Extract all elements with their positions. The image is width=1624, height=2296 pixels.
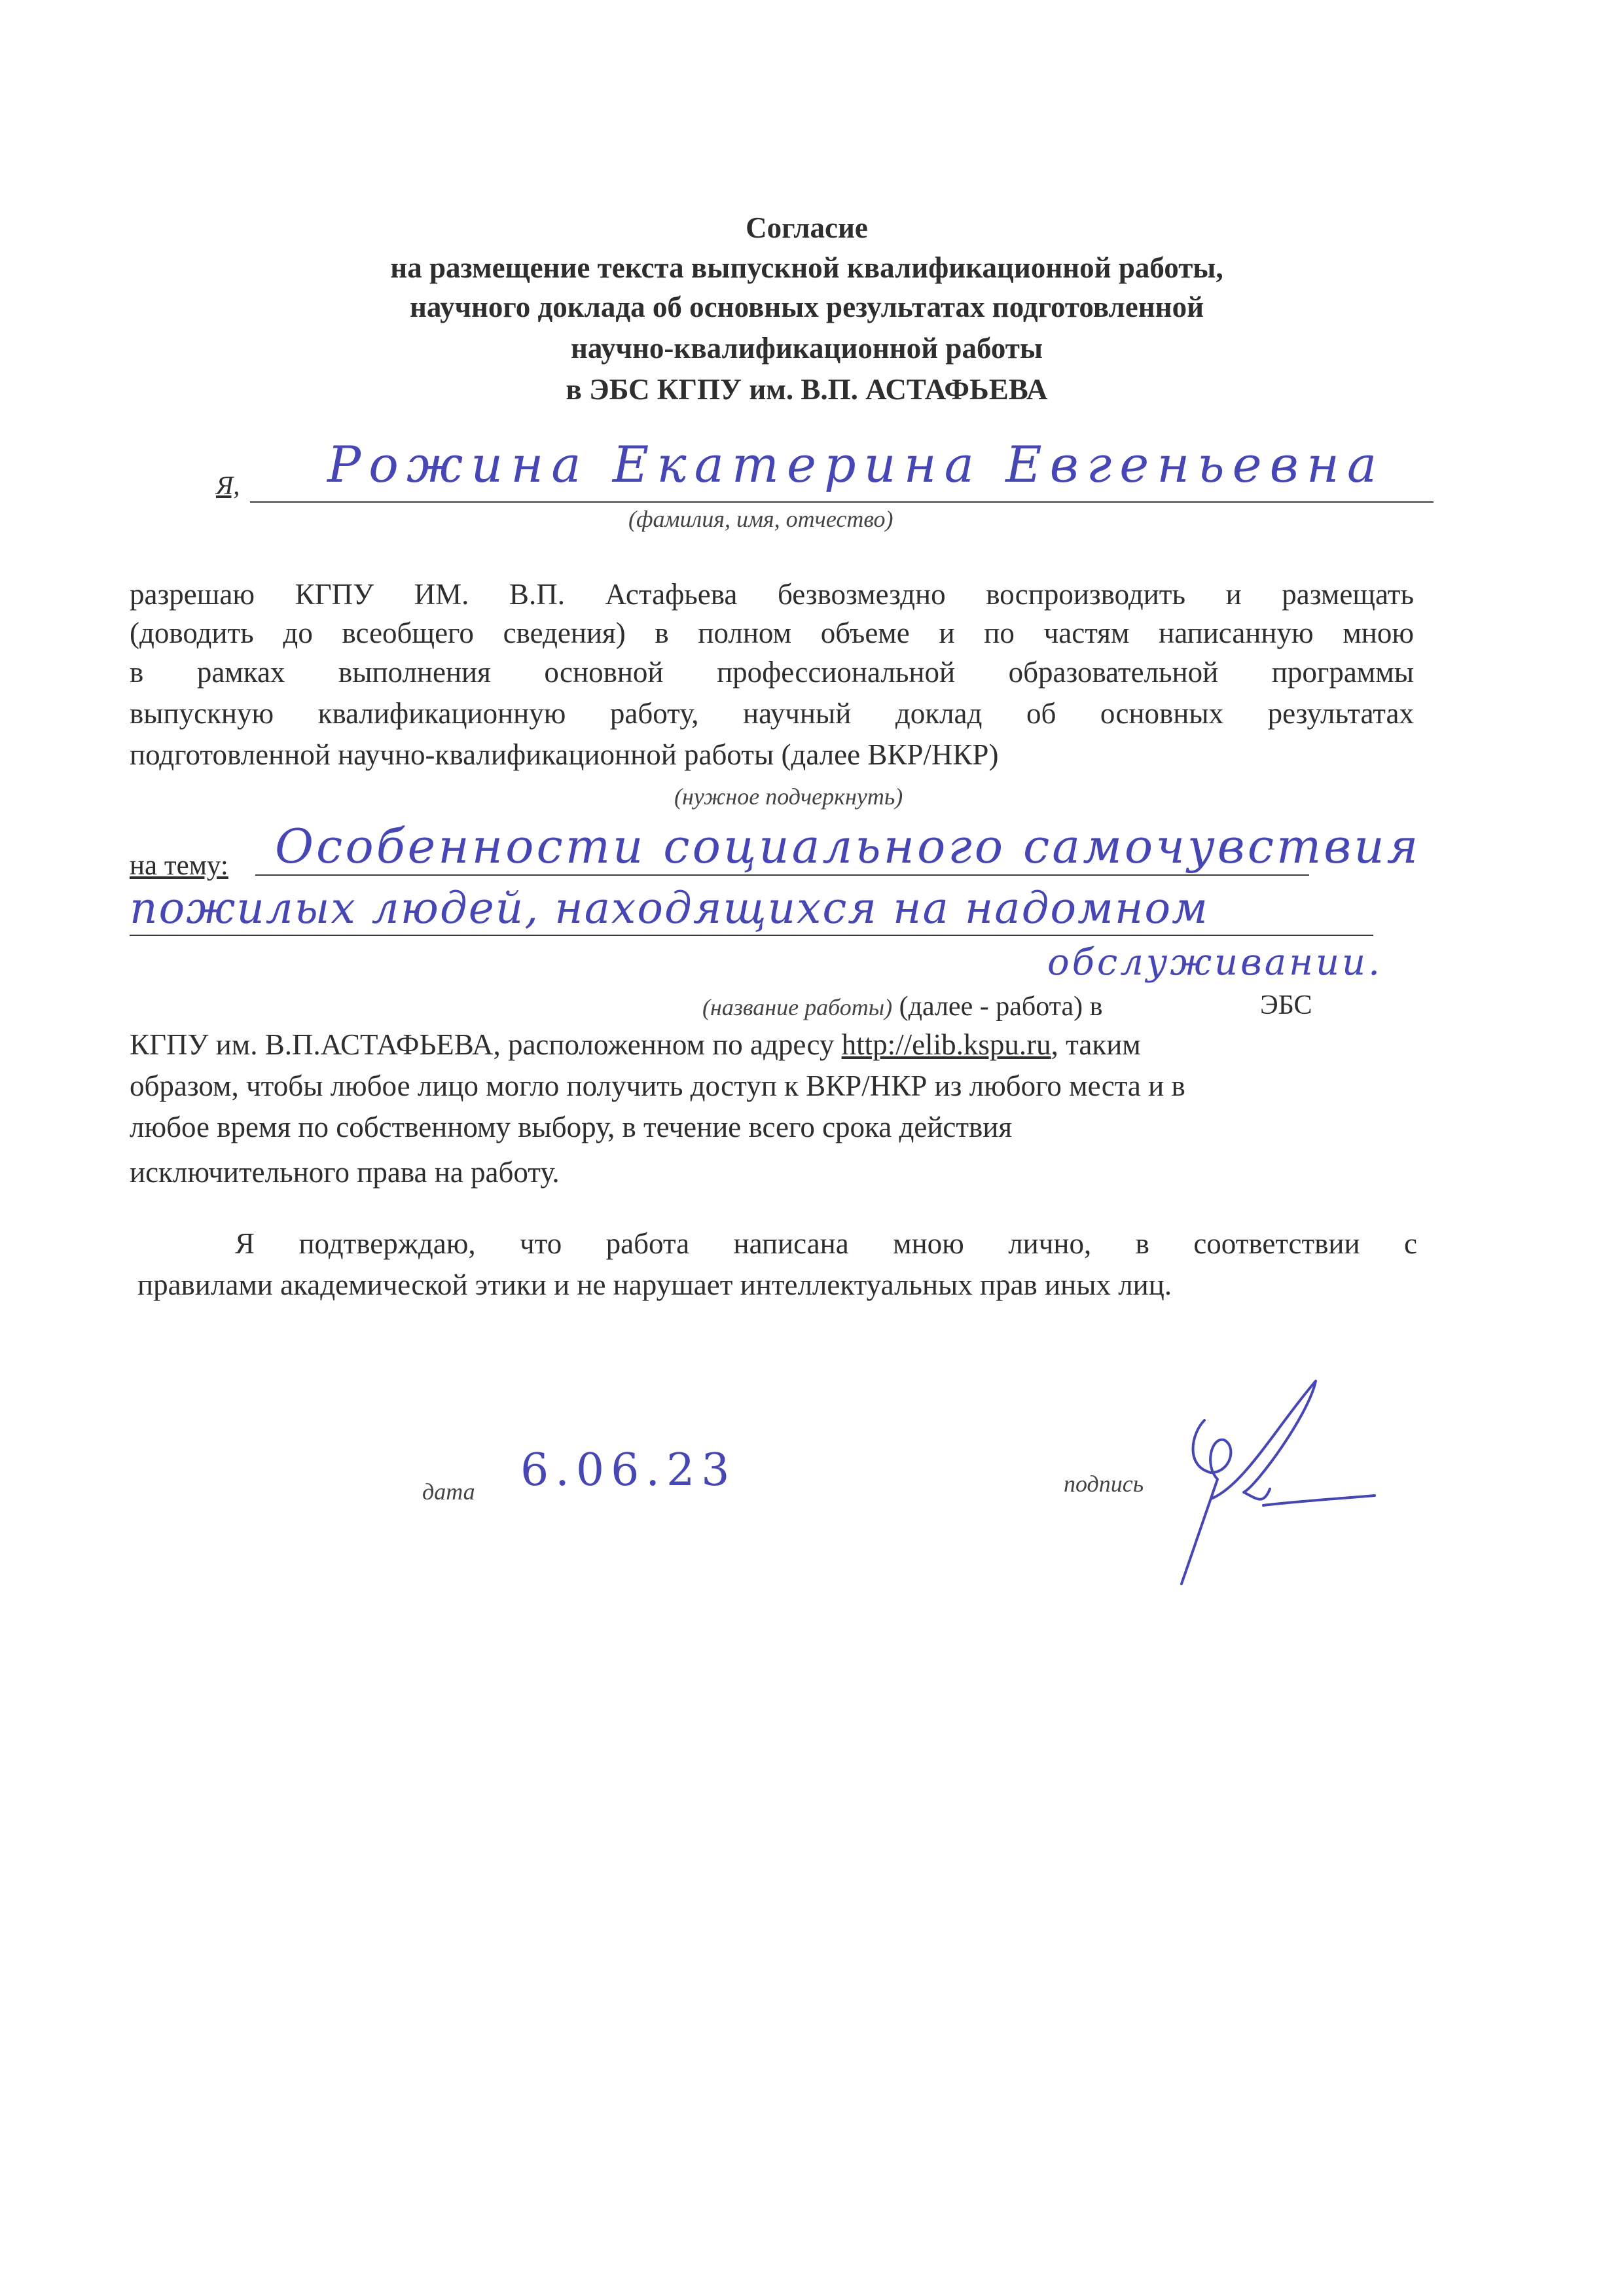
name-handwritten-value[interactable]: Рожина Екатерина Евгеньевна bbox=[327, 435, 1385, 493]
topic-underline bbox=[130, 935, 1373, 936]
subtitle-line: научно-квалификационной работы bbox=[570, 332, 1043, 365]
name-underline bbox=[250, 501, 1434, 503]
topic-caption-line bbox=[702, 991, 1103, 1022]
topic-handwritten-line[interactable]: Особенности социального самочувствия bbox=[275, 819, 1421, 874]
topic-after-caption: (далее - работа) в bbox=[899, 992, 1103, 1022]
subtitle-line: в ЭБС КГПУ им. В.П. АСТАФЬЕВА bbox=[566, 373, 1048, 406]
paragraph-text: КГПУ им. В.П.АСТАФЬЕВА, расположенном по адресу bbox=[130, 1028, 835, 1061]
topic-underline bbox=[255, 874, 1309, 876]
date-label: дата bbox=[422, 1479, 475, 1505]
paragraph-line: выпускную квалификационную работу, научный доклад об основных результатах bbox=[130, 697, 1414, 730]
underline-hint-caption: (нужное подчеркнуть) bbox=[674, 783, 903, 810]
elib-link[interactable]: http://elib.kspu.ru bbox=[841, 1028, 1051, 1061]
topic-label: на тему: bbox=[130, 850, 228, 881]
subtitle-line: научного доклада об основных результатах подготовленной bbox=[409, 291, 1204, 323]
paragraph-line: разрешаю КГПУ ИМ. В.П. Астафьева безвозмездно воспроизводить и размещать bbox=[130, 578, 1414, 611]
ebs-label: ЭБС bbox=[1260, 990, 1312, 1020]
paragraph-text: , таким bbox=[1051, 1028, 1141, 1061]
paragraph-line: образом, чтобы любое лицо могло получить доступ к ВКР/НКР из любого места и в bbox=[130, 1069, 1185, 1102]
name-prefix: Я, bbox=[216, 471, 240, 500]
signature-mark[interactable] bbox=[1165, 1374, 1381, 1590]
paragraph-line: (доводить до всеобщего сведения) в полном объеме и по частям написанную мною bbox=[130, 617, 1414, 649]
paragraph-line bbox=[130, 1028, 1414, 1062]
subtitle-line: на размещение текста выпускной квалификационной работы, bbox=[390, 251, 1223, 284]
paragraph-line: любое время по собственному выбору, в течение всего срока действия bbox=[130, 1111, 1013, 1143]
topic-caption: (название работы) bbox=[702, 994, 893, 1020]
paragraph-line: правилами академической этики и не нарушает интеллектуальных прав иных лиц. bbox=[137, 1268, 1172, 1301]
paragraph-line: подготовленной научно-квалификационной работы (далее ВКР/НКР) bbox=[130, 738, 999, 771]
paragraph-line: Я подтверждаю, что работа написана мною лично, в соответствии с bbox=[235, 1227, 1417, 1260]
paragraph-line: исключительного права на работу. bbox=[130, 1156, 560, 1189]
date-handwritten-value[interactable]: 6.06.23 bbox=[520, 1444, 736, 1496]
name-caption: (фамилия, имя, отчество) bbox=[628, 506, 893, 532]
paragraph-line: в рамках выполнения основной профессиональной образовательной программы bbox=[130, 656, 1414, 689]
topic-handwritten-line[interactable]: обслуживании. bbox=[1047, 941, 1382, 984]
topic-handwritten-line[interactable]: пожилых людей, находящихся на надомном bbox=[130, 883, 1209, 933]
document-title: Согласие bbox=[746, 211, 868, 244]
signature-label: подпись bbox=[1064, 1471, 1144, 1497]
